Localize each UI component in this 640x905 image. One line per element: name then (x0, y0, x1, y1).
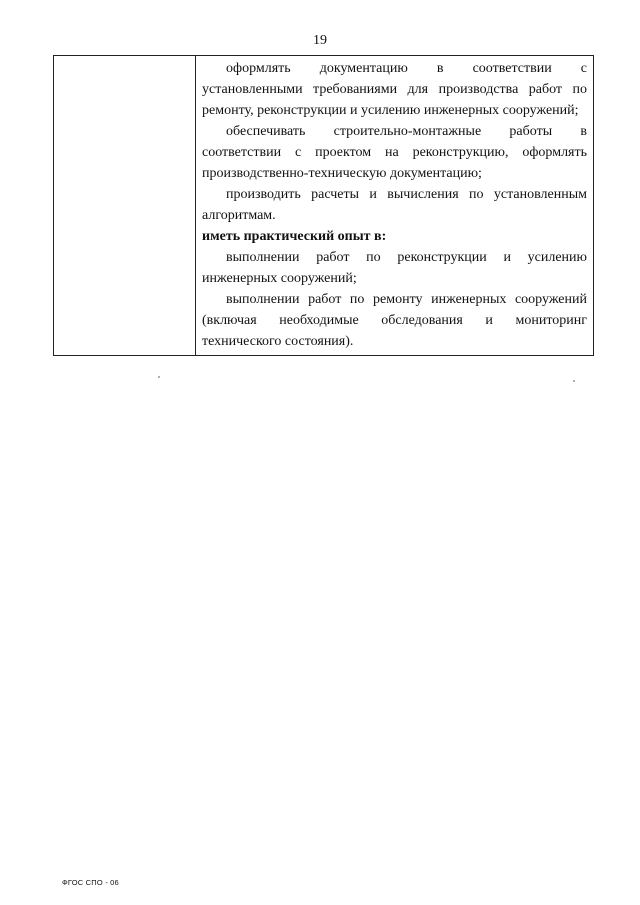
scan-speck (573, 380, 575, 382)
paragraph-document-prep: оформлять документацию в соответствии с установленными требованиями для производства работ по ремонту, реконструкции и усилению инженерных сооружений; (202, 61, 587, 118)
paragraph-construction-works: обеспечивать строительно-монтажные работы в соответствии с проектом на реконструкцию, оформлять производственно-техническую документацию; (202, 124, 587, 181)
page-number: 19 (313, 33, 327, 48)
paragraph-repair-works: выполнении работ по ремонту инженерных сооружений (включая необходимые обследования и мониторинг технического состояния). (202, 292, 587, 349)
paragraph-practical-experience-heading: иметь практический опыт в: (202, 229, 387, 244)
content-table (53, 55, 594, 356)
paragraph-calculations: производить расчеты и вычисления по установленным алгоритмам. (202, 187, 587, 223)
table-cell-left (54, 56, 196, 356)
paragraph-reconstruction-works: выполнении работ по реконструкции и усилению инженерных сооружений; (202, 250, 587, 286)
table-cell-right (196, 56, 594, 356)
scan-speck (158, 376, 160, 378)
footer-label: ФГОС СПО - 06 (62, 878, 119, 887)
table-row (54, 56, 594, 356)
